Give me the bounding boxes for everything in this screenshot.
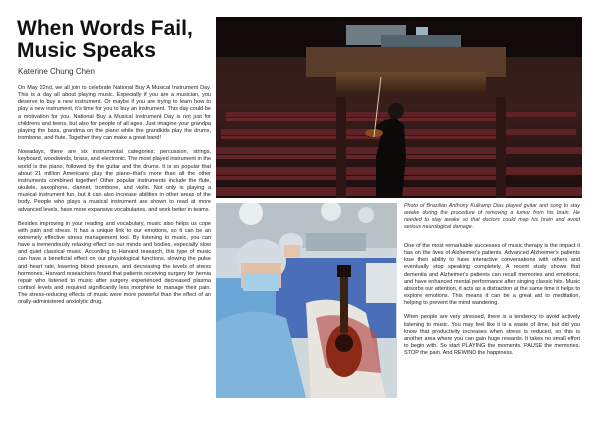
paragraph-instruments: Nowadays, there are six instrumental categories: percussion, strings, keyboard, woodwinds, brass, and electronic. The most played instrument in the world is the piano, followed by the guitar and the drums. It is so popular that about 21 million Americans play the piano–that's more than all the other instruments combined together! Other popular instruments include the flute, ukulele, saxophone, clarinet, trombone, and violin. Not only is playing a musical instrument fun, but it can also increase abilities in other areas of the body. People who plays a musical instrument are shown to read at more advanced levels, have more expansive vocabularies, and work better in teams.	[18, 149, 211, 213]
article-column-right	[404, 243, 580, 364]
paragraph-alzheimers: One of the most remarkable successes of music therapy is the impact it has on the lives of Alzheimer's patients. Advanced Alzheimer's patients lose their ability to have interactive conversations with others and eventually stop speaking completely. A recent study shows that dementia and Alzheimer's patients can recall memories and emotions, and have enhanced mental performance after singing classic hits. Music absorbs our attention, it acts as a distraction at the same time it helps to explore emotions. This means it can be a great aid to meditation, helping to prevent the mind wandering.	[404, 243, 580, 307]
title-line-1: When Words Fail,	[17, 17, 193, 40]
paragraph-stress: Besides improving in your reading and vocabulary, music also helps us cope with pain and stress. It has a unique link to our emotions, so it can be an extremely effective stress management tool. By listening to music, you can have a tremendously relaxing effect on our minds and bodies, especially slow and quiet classical music. According to Harvard research, this type of music can have a beneficial effect on our physiological functions, slowing the pulse and heart rate, lowering blood pressure, and decreasing the levels of stress hormones. Harvard researchers found that patients receiving surgery for hernia repair who listened to music after surgery experienced decreased plasma cortisol levels and required significantly less morphine to manage their pain. The stress-reducing effects of music were more powerful than the effect of an orally-administered anxiolytic drug.	[18, 220, 211, 306]
photo-caption: Photo of Brazilian Anthony Kulkamp Dias played guitar and song to stay awake during the procedure of removing a tumor from his brain. He needed to stay awake so that doctors could map his brain and avoid serious neurological damage.	[404, 203, 580, 230]
article-column-left	[18, 85, 211, 314]
paragraph-conclusion: When people are very stressed, there is a tendency to avoid actively listening to music. You may feel like it is a waste of time, but did you know that productivity increases when stress is reduced, so this is another area where you can gain huge rewards. It takes no small effort to begin with. So start PLAYING the moments. PAUSE the memories. STOP the pain. And REWIND the happiness.	[404, 314, 580, 357]
paragraph-intro: On May 22nd, we all join to celebrate National Buy A Musical Instrument Day. This is a day all about playing music. Especially if you are a musician, you deserve to buy a new instrument. Or maybe if you are trying to learn how to play a new instrument, it's time for you to buy an instrument. This day could be a motivation for you. National Buy a Musical Instrument Day is not just for childrens and teens, but also for people of all ages. Just imagine your grandpa playing the bass, grandma on the piano while the grandkids play the drums, trombone, and flute. Together they can make a great band!	[18, 85, 211, 142]
surgery-guitar-photo	[216, 203, 397, 398]
author-byline: Katerine Chung Chen	[18, 67, 95, 76]
violinist-photo	[216, 17, 582, 198]
title-line-2: Music Speaks	[17, 39, 156, 62]
article-title	[17, 18, 217, 62]
